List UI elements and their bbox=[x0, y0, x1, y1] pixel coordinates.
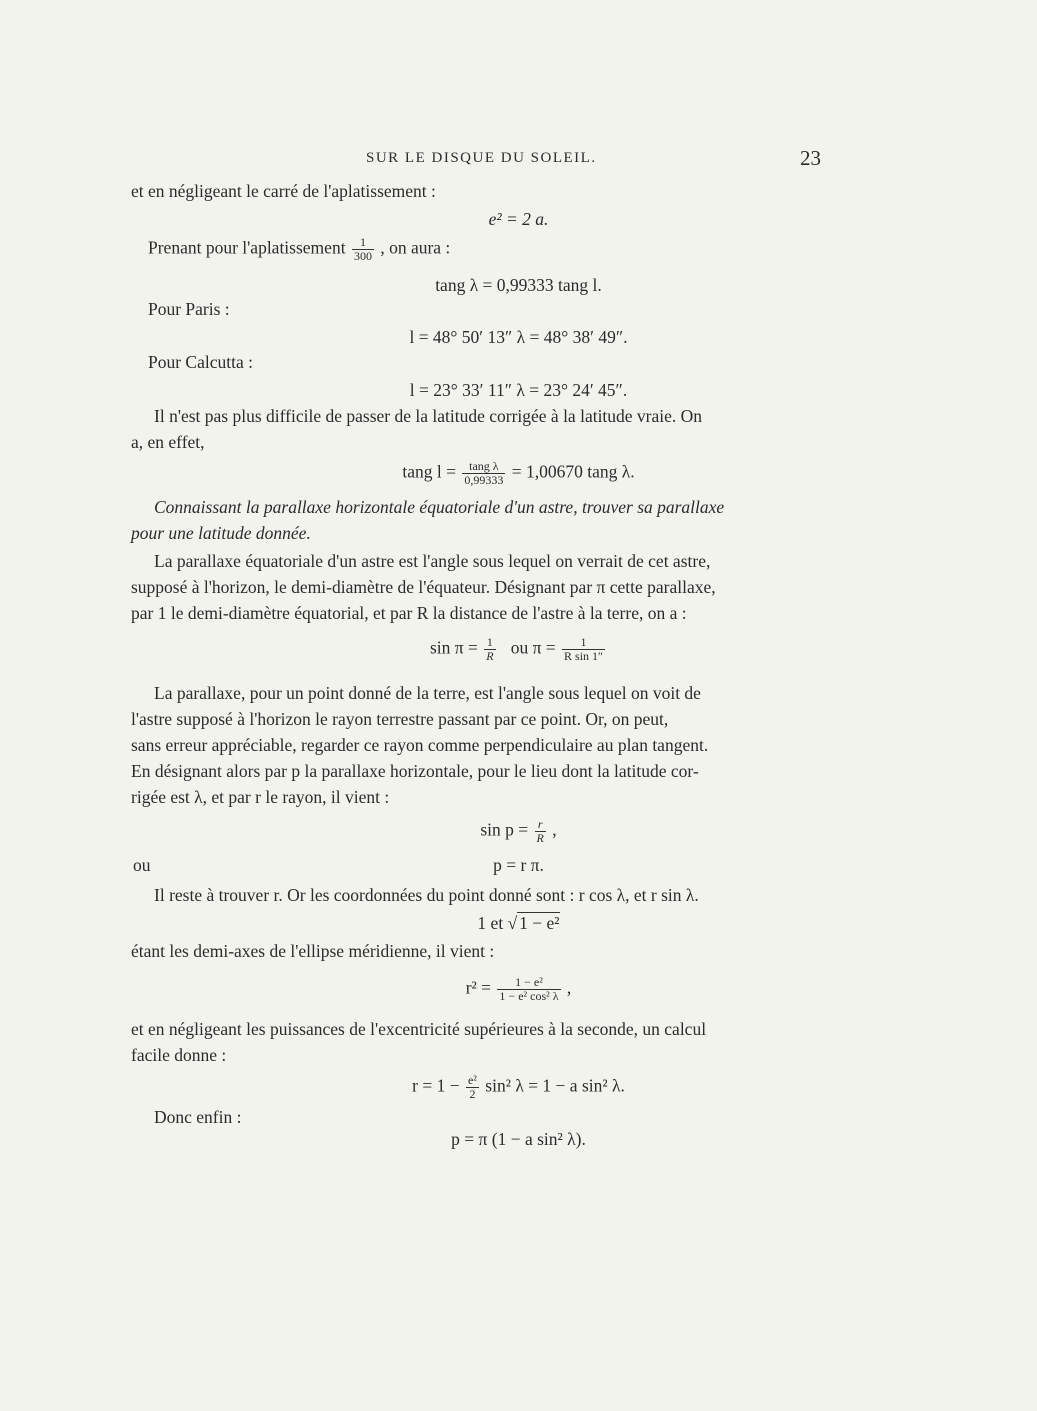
text-line: rigée est λ, et par r le rayon, il vient : bbox=[131, 787, 390, 807]
equation-part: sin p = bbox=[480, 819, 529, 840]
text-line bbox=[148, 236, 450, 263]
section-heading: Connaissant la parallaxe horizontale équatoriale d'un astre, trouver sa parallaxe bbox=[154, 497, 725, 517]
text-line: Pour Calcutta : bbox=[148, 352, 253, 372]
text-line: étant les demi-axes de l'ellipse méridienne, il vient : bbox=[131, 941, 495, 961]
page-header bbox=[0, 146, 1037, 172]
text-line: En désignant alors par p la parallaxe horizontale, pour le lieu dont la latitude cor- bbox=[131, 761, 699, 781]
text-line: La parallaxe équatoriale d'un astre est l'angle sous lequel on verrait de cet astre, bbox=[154, 551, 711, 571]
fraction-numerator: e² bbox=[467, 1073, 477, 1087]
equation-part: r² = bbox=[465, 977, 492, 998]
fraction-numerator: 1 bbox=[352, 236, 374, 250]
equation-part: sin π = bbox=[429, 637, 478, 658]
text-line: Il n'est pas plus difficile de passer de la latitude corrigée à la latitude vraie. On bbox=[154, 406, 703, 426]
fraction-denominator: R sin 1″ bbox=[564, 649, 604, 663]
text-line: par 1 le demi-diamètre équatorial, et par R la distance de l'astre à la terre, on a : bbox=[131, 603, 687, 623]
equation: e² = 2 a. bbox=[488, 209, 549, 229]
equation bbox=[0, 976, 1037, 1003]
text-line: Il reste à trouver r. Or les coordonnées du point donné sont : r cos λ, et r sin λ. bbox=[154, 885, 699, 905]
fraction bbox=[497, 976, 560, 1003]
equation-part: sin² λ = 1 − a sin² λ. bbox=[485, 1075, 625, 1096]
equation: l = 48° 50′ 13″ λ = 48° 38′ 49″. bbox=[409, 327, 628, 347]
text-line: supposé à l'horizon, le demi-diamètre de l'équateur. Désignant par π cette parallaxe, bbox=[131, 577, 716, 597]
equation-part: ou π = bbox=[510, 637, 556, 658]
text-line: Pour Paris : bbox=[148, 299, 230, 319]
fraction-denominator: 300 bbox=[353, 249, 372, 263]
running-title: SUR LE DISQUE DU SOLEIL. bbox=[366, 150, 597, 166]
text-line: sans erreur appréciable, regarder ce rayon comme perpendiculaire au plan tangent. bbox=[131, 735, 709, 755]
fraction bbox=[562, 636, 605, 663]
section-heading: pour une latitude donnée. bbox=[131, 523, 311, 543]
fraction-numerator: 1 bbox=[562, 636, 605, 650]
fraction-denominator: R bbox=[536, 831, 544, 845]
fraction-denominator: 1 − e² cos² λ bbox=[499, 989, 559, 1003]
sqrt-radicand: 1 − e² bbox=[519, 913, 560, 933]
fraction bbox=[352, 236, 374, 263]
equation-part: , bbox=[566, 977, 572, 998]
fraction bbox=[462, 460, 505, 487]
text-line: l'astre supposé à l'horizon le rayon terrestre passant par ce point. Or, on peut, bbox=[131, 709, 669, 729]
equation bbox=[0, 1074, 1037, 1101]
equation-part: , bbox=[552, 819, 557, 840]
text-line: a, en effet, bbox=[131, 432, 205, 452]
text-line: ou bbox=[133, 855, 151, 875]
fraction-numerator: tang λ bbox=[462, 460, 505, 474]
fraction-numerator: r bbox=[535, 818, 546, 832]
sqrt-sign: √ bbox=[507, 913, 518, 933]
equation bbox=[0, 636, 1037, 663]
text-line: Donc enfin : bbox=[154, 1107, 242, 1127]
fraction-numerator: 1 bbox=[484, 636, 495, 650]
equation-part: tang l = bbox=[402, 461, 456, 482]
fraction bbox=[466, 1074, 479, 1101]
fraction-denominator: R bbox=[486, 649, 494, 663]
fraction bbox=[535, 818, 546, 845]
text-fragment: Prenant pour l'aplatissement bbox=[148, 237, 346, 258]
fraction bbox=[484, 636, 495, 663]
text-line: et en négligeant les puissances de l'excentricité supérieures à la seconde, un calcul bbox=[131, 1019, 707, 1039]
equation-part: = 1,00670 tang λ. bbox=[511, 461, 635, 482]
equation bbox=[0, 912, 1037, 934]
equation: l = 23° 33′ 11″ λ = 23° 24′ 45″. bbox=[409, 380, 628, 400]
equation: p = r π. bbox=[493, 855, 544, 875]
equation: p = π (1 − a sin² λ). bbox=[451, 1129, 586, 1149]
equation: tang λ = 0,99333 tang l. bbox=[435, 275, 602, 295]
fraction-numerator: 1 − e² bbox=[497, 976, 560, 990]
equation bbox=[0, 460, 1037, 487]
equation bbox=[0, 818, 1037, 845]
text-fragment: , on aura : bbox=[380, 237, 451, 258]
text-line: facile donne : bbox=[131, 1045, 227, 1065]
equation-part: 1 et bbox=[477, 913, 504, 933]
page-number: 23 bbox=[800, 146, 821, 170]
fraction-denominator: 2 bbox=[469, 1087, 476, 1101]
text-line: et en négligeant le carré de l'aplatissement : bbox=[131, 181, 436, 201]
equation-part: r = 1 − bbox=[412, 1075, 460, 1096]
fraction-denominator: 0,99333 bbox=[464, 473, 504, 487]
text-line: La parallaxe, pour un point donné de la terre, est l'angle sous lequel on voit de bbox=[154, 683, 701, 703]
